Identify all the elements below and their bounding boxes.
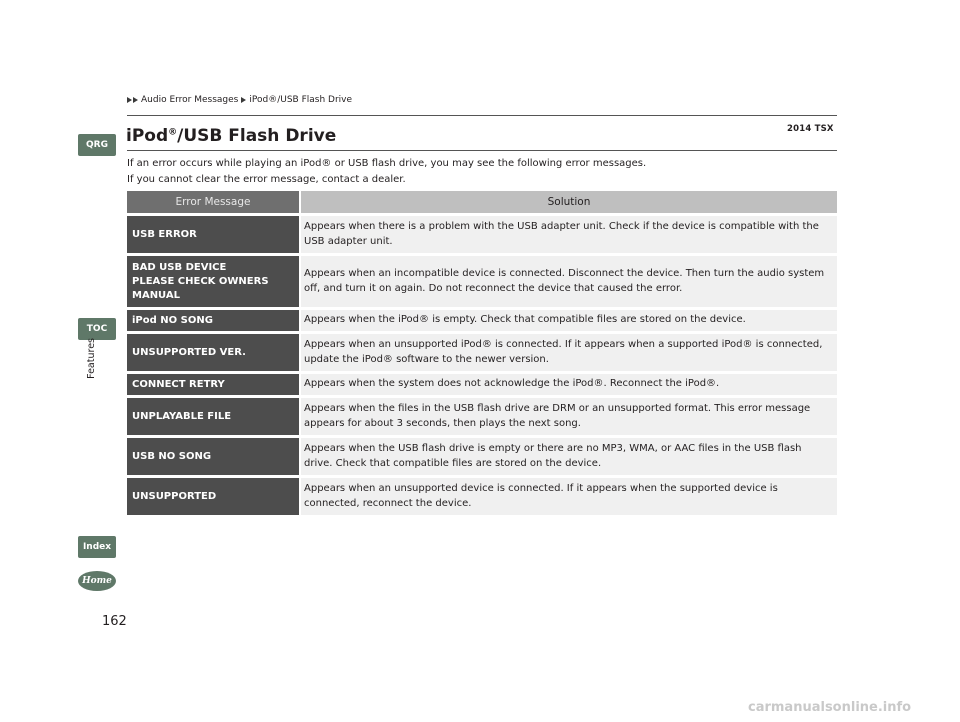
table-row	[127, 256, 837, 307]
error-message-cell: BAD USB DEVICE PLEASE CHECK OWNERS MANUAL	[127, 256, 299, 307]
breadcrumb-current: iPod®/USB Flash Drive	[249, 95, 353, 105]
table-row	[127, 398, 837, 435]
page-title-main: iPod	[126, 126, 169, 146]
breadcrumb-arrow-icon	[241, 97, 246, 103]
title-underline	[127, 150, 837, 151]
error-message-cell: USB ERROR	[127, 216, 299, 253]
intro-line-1: If an error occurs while playing an iPod® or USB flash drive, you may see the following error messages.	[127, 158, 647, 169]
error-message-table	[127, 191, 837, 518]
table-row	[127, 334, 837, 371]
error-message-cell: CONNECT RETRY	[127, 374, 299, 395]
breadcrumb-link-audio-error-messages[interactable]: Audio Error Messages	[141, 95, 239, 105]
error-message-cell: UNPLAYABLE FILE	[127, 398, 299, 435]
solution-cell: Appears when the iPod® is empty. Check that compatible files are stored on the device.	[301, 310, 837, 331]
error-message-cell: USB NO SONG	[127, 438, 299, 475]
section-label-features: Features	[86, 338, 97, 379]
header-error-message: Error Message	[127, 191, 299, 213]
model-label: 2014 TSX	[787, 124, 834, 134]
breadcrumb-arrows-icon	[127, 97, 138, 103]
qrg-button[interactable]: QRG	[78, 134, 116, 156]
header-solution: Solution	[301, 191, 837, 213]
page-title-rest: /USB Flash Drive	[177, 126, 337, 146]
solution-cell: Appears when the system does not acknowledge the iPod®. Reconnect the iPod®.	[301, 374, 837, 395]
solution-cell: Appears when the files in the USB flash drive are DRM or an unsupported format. This error message appears for about 3 seconds, then plays the next song.	[301, 398, 837, 435]
index-button[interactable]: Index	[78, 536, 116, 558]
intro-text	[127, 156, 646, 187]
solution-cell: Appears when an incompatible device is connected. Disconnect the device. Then turn the audio system off, and turn it on again. Do not reconnect the device that caused the error.	[301, 256, 837, 307]
toc-button[interactable]: TOC	[78, 318, 116, 340]
page-number: 162	[102, 614, 127, 629]
registered-mark: ®	[168, 127, 178, 138]
home-button[interactable]: Home	[78, 571, 116, 591]
table-row	[127, 478, 837, 515]
header-rule	[127, 115, 837, 116]
solution-cell: Appears when there is a problem with the USB adapter unit. Check if the device is compatible with the USB adapter unit.	[301, 216, 837, 253]
watermark: carmanualsonline.info	[748, 700, 912, 715]
solution-cell: Appears when the USB flash drive is empty or there are no MP3, WMA, or AAC files in the USB flash drive. Check that compatible files are stored on the device.	[301, 438, 837, 475]
intro-line-2: If you cannot clear the error message, contact a dealer.	[127, 173, 406, 185]
table-row	[127, 310, 837, 331]
breadcrumb	[127, 95, 352, 105]
error-message-cell: iPod NO SONG	[127, 310, 299, 331]
table-row	[127, 438, 837, 475]
error-message-cell: UNSUPPORTED VER.	[127, 334, 299, 371]
table-header	[127, 191, 837, 213]
table-row	[127, 216, 837, 253]
page-title	[126, 126, 336, 146]
error-message-cell: UNSUPPORTED	[127, 478, 299, 515]
solution-cell: Appears when an unsupported device is connected. If it appears when the supported device is connected, reconnect the device.	[301, 478, 837, 515]
solution-cell: Appears when an unsupported iPod® is connected. If it appears when a supported iPod® is connected, update the iPod® software to the newer version.	[301, 334, 837, 371]
table-row	[127, 374, 837, 395]
